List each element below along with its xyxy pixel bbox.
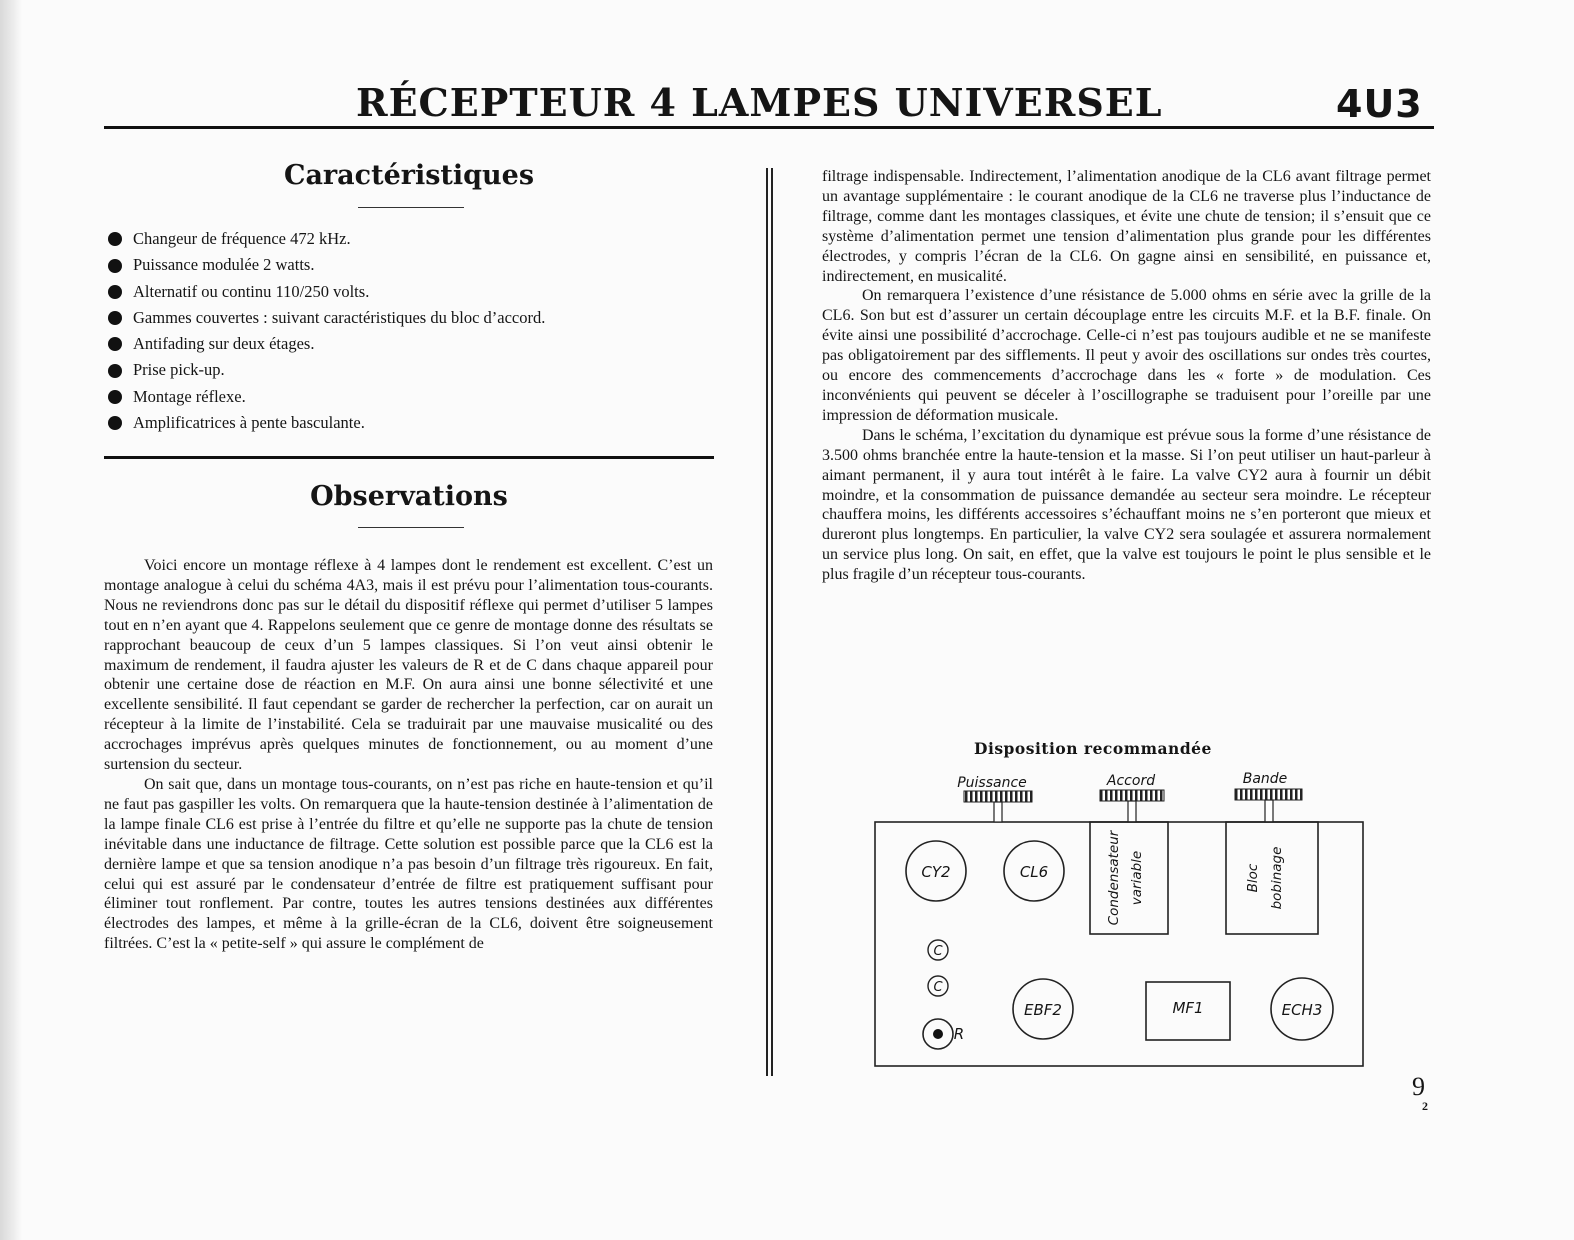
- tube-label: ECH3: [1281, 1001, 1323, 1019]
- variable-capacitor: [1090, 822, 1168, 934]
- bullet-icon: [108, 337, 122, 351]
- bullet-icon: [108, 285, 122, 299]
- component-label: C: [933, 980, 943, 995]
- bullet-icon: [108, 259, 122, 273]
- tube-cl6: [1004, 841, 1064, 901]
- knob-label: Puissance: [957, 775, 1027, 791]
- paragraph: On remarquera l’existence d’une résistance de 5.000 ohms en série avec la grille de la CL6. Son but est d’assurer un certain découplage entre les circuits M.F. et la B.F. finale. On évite ainsi une possibilité d’accrochage. Celle-ci n’est pas toujours audible et ne se manifeste pas obligatoirement par des sifflements. Il peut y avoir des oscillations sur ondes très courtes, ou encore des commencements d’accrochage dans les « forte » de modulation. Ces inconvénients qui peuvent se déceler à l’oscillographe se traduisent pour l’oreille par une impression de déformation musicale.: [822, 287, 1431, 424]
- mf1-transformer: [1146, 982, 1230, 1040]
- list-item: Montage réflexe.: [108, 384, 728, 410]
- list-item: Alternatif ou continu 110/250 volts.: [108, 279, 728, 305]
- coil-block: [1226, 822, 1318, 934]
- knob-accord: [1100, 773, 1164, 822]
- list-item: Puissance modulée 2 watts.: [108, 252, 728, 278]
- bullet-icon: [108, 364, 122, 378]
- section-divider: [104, 456, 714, 459]
- knob-label: Bande: [1242, 771, 1288, 787]
- column-divider: [766, 168, 768, 1076]
- knob-shaft: [1128, 801, 1136, 822]
- page-title: RÉCEPTEUR 4 LAMPES UNIVERSEL: [356, 80, 1163, 125]
- observations-right-column: [822, 167, 1431, 585]
- column-divider: [771, 168, 773, 1076]
- knob-wheel: [1235, 789, 1302, 800]
- characteristics-title: Caractéristiques: [283, 160, 535, 191]
- model-code: 4U3: [1336, 82, 1423, 126]
- page-number: 9: [1412, 1072, 1425, 1101]
- tube-label: CL6: [1019, 863, 1049, 881]
- capacitor-c1: [928, 940, 948, 960]
- header-rule: [104, 126, 1434, 129]
- tube-label: CY2: [921, 863, 951, 881]
- title-underline: [358, 207, 464, 208]
- paragraph: filtrage indispensable. Indirectement, l’alimentation anodique de la CL6 avant filtrage permet un avantage supplémentaire : le courant anodique de la CL6 ne traverse plus l’inductance de filtrage, comme dant les montages classiques, et évite une chute de tension; il s’ensuit que ce système d’alimentation permet une tension d’alimentation plus grande pour les différentes électrodes, y compris l’écran de la CL6. On gagne ainsi en sensibilité, en puissance et, indirectement, en musicalité.: [822, 168, 1431, 285]
- page-gutter-shadow: [0, 0, 22, 1240]
- component-label: variable: [1129, 850, 1145, 906]
- paragraph: On sait que, dans un montage tous-courants, on n’est pas riche en haute-tension et qu’il ne faut pas gaspiller les volts. On remarquera que la haute-tension destinée à l’alimentation de la lampe finale CL6 est prise à l’entrée du filtre et qu’elle ne supporte pas la chute de tension inévitable dans une inductance de filtrage. Cette solution est possible parce que la CL6 est la dernière lampe et que sa tension anodique n’a pas besoin d’un filtrage très rigoureux. En fait, celui qui est assuré par le condensateur d’entrée de filtre est pratiquement suffisant pour éliminer tout ronflement. Par contre, toutes les autres tensions destinées aux différentes électrodes des lampes, et même à la grille-écran de la CL6, doivent être soigneusement filtrées. C’est la « petite-self » qui assure le complément de: [104, 775, 713, 953]
- signature-number: 2: [1422, 1099, 1428, 1113]
- knob-label: Accord: [1106, 773, 1156, 789]
- diagram-title: Disposition recommandée: [974, 739, 1212, 758]
- characteristics-list: [108, 226, 728, 436]
- knob-bande: [1235, 771, 1302, 822]
- paragraph: Dans le schéma, l’excitation du dynamique est prévue sous la forme d’une résistance de 3.500 ohms branchée entre la haute-tension et la masse. Si l’on peut utiliser un haut-parleur à aimant permanent, il y aura tout intérêt à le faire. La valve CY2 aura à fournir un débit moindre, et la consommation de puissance demandée au secteur sera moindre. Le récepteur chauffera moins, les différents accessoires s’échauffant moins ne s’en porteront que mieux et dureront plus longtemps. En particulier, la valve CY2 sera soulagée et assurera normalement un service plus long. On sait, en effet, que la valve est toujours le point le plus sensible et le plus fragile d’un récepteur tous-courants.: [822, 426, 1431, 584]
- tube-cy2: [906, 841, 966, 901]
- list-item: Changeur de fréquence 472 kHz.: [108, 226, 728, 252]
- knob-puissance: [957, 775, 1032, 822]
- layout-diagram: [860, 766, 1380, 1076]
- list-item: Prise pick-up.: [108, 357, 728, 383]
- bullet-icon: [108, 390, 122, 404]
- bullet-icon: [108, 232, 122, 246]
- paragraph: Voici encore un montage réflexe à 4 lampes dont le rendement est excellent. C’est un montage analogue à celui du schéma 4A3, mais il est prévu pour l’alimentation tous-courants. Nous ne reviendrons donc pas sur le détail du dispositif réflexe qui permet d’utiliser 5 lampes tout en n’en ayant que 4. Rappelons seulement que ce genre de montage donne des résultats se rapprochant beaucoup de ceux d’un 5 lampes classiques. Si l’on veut ainsi obtenir le maximum de rendement, il faudra ajuster les valeurs de R et de C dans chaque appareil pour obtenir une certaine dose de réaction en M.F. On aura ainsi une bonne sélectivité et une excellente sensibilité. Il faut cependant se garder de rechercher la perfection, car on aurait un récepteur à la limite de l’instabilité. Cela se traduirait par une mauvaise musicalité ou des accrochages imprévus après quelques minutes de fonctionnement, ou au moment d’une surtension du secteur.: [104, 557, 713, 774]
- knob-wheel: [1100, 790, 1164, 801]
- resistor-socket-r: [923, 1019, 964, 1049]
- component-label: R: [953, 1025, 965, 1043]
- component-label: MF1: [1172, 999, 1204, 1017]
- list-item: Amplificatrices à pente basculante.: [108, 410, 728, 436]
- bullet-icon: [108, 416, 122, 430]
- knob-shaft: [1265, 800, 1273, 822]
- component-label: C: [933, 944, 943, 959]
- component-label: Condensateur: [1106, 830, 1122, 926]
- tube-ech3: [1271, 978, 1333, 1040]
- knob-wheel: [964, 791, 1032, 802]
- observations-left-column: [104, 556, 713, 954]
- knob-shaft: [994, 802, 1002, 822]
- list-item: Antifading sur deux étages.: [108, 331, 728, 357]
- component-label: bobinage: [1269, 846, 1285, 910]
- tube-label: EBF2: [1024, 1001, 1062, 1019]
- bullet-icon: [108, 311, 122, 325]
- tube-ebf2: [1013, 979, 1073, 1039]
- list-item: Gammes couvertes : suivant caractéristiques du bloc d’accord.: [108, 305, 728, 331]
- capacitor-c2: [928, 976, 948, 996]
- component-label: Bloc: [1245, 863, 1261, 893]
- title-underline: [358, 527, 464, 528]
- observations-title: Observations: [310, 481, 508, 512]
